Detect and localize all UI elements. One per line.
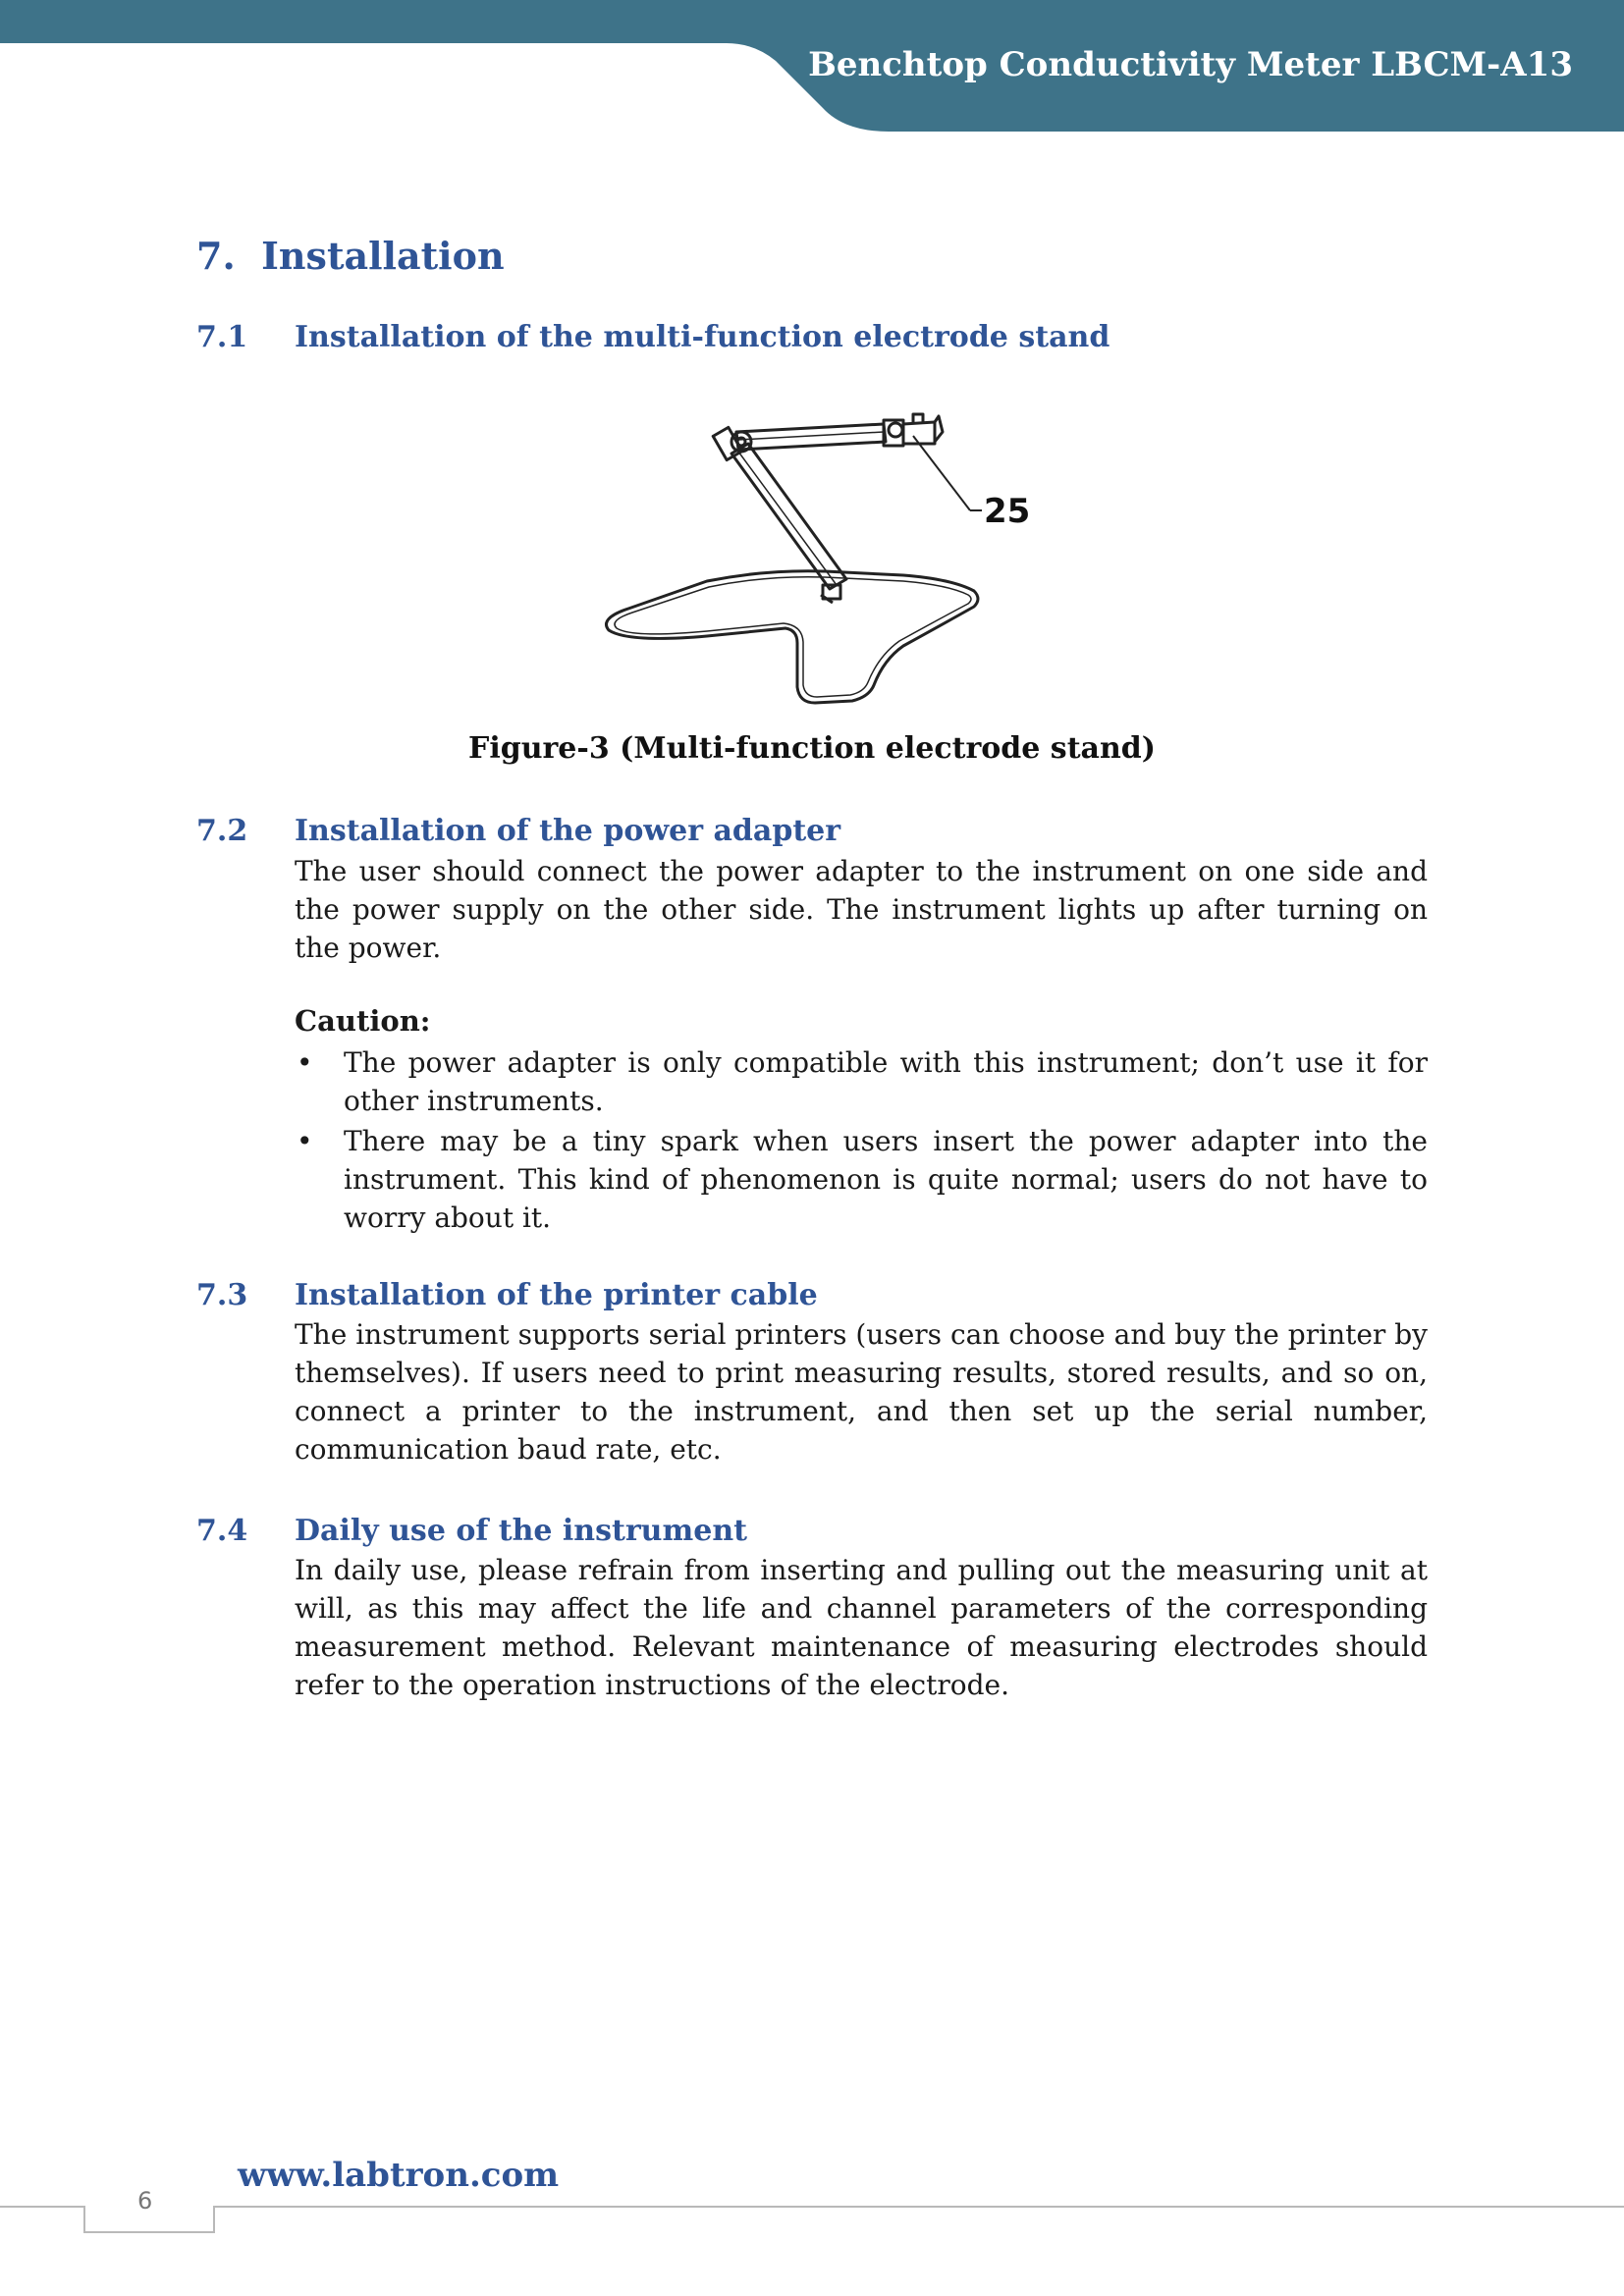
subsection-title: Installation of the multi-function electrode stand [295, 320, 1110, 354]
section-title: Installation [261, 234, 505, 278]
figure-caption: Figure-3 (Multi-function electrode stand) [468, 731, 1156, 766]
section-heading [196, 234, 505, 278]
subsection-title: Installation of the power adapter [295, 814, 841, 848]
printer-cable-paragraph: The instrument supports serial printers (users can choose and buy the printer by themselves). If users need to print measuring results, stored results, and so on, connect a printer to the instrument, and then set up the serial number, communication baud rate, etc. [295, 1318, 1428, 1466]
list-item: • The power adapter is only compatible with this instrument; don’t use it for other instruments. [295, 1043, 1428, 1120]
subsection-number: 7.1 [196, 320, 248, 354]
bullet-icon: • [297, 1125, 313, 1157]
electrode-stand-figure [589, 402, 1060, 717]
bullet-icon: • [297, 1046, 313, 1079]
document-title: Benchtop Conductivity Meter LBCM-A13 [808, 45, 1573, 84]
subsection-number: 7.3 [196, 1278, 248, 1312]
daily-use-paragraph: In daily use, please refrain from inserting and pulling out the measuring unit at will, as this may affect the life and channel parameters of the corresponding measurement method. Relevant maintenance of measuring electrodes should refer to the operation instructions of the electrode. [295, 1554, 1428, 1701]
subsection-heading-7-3 [196, 1278, 818, 1312]
subsection-number: 7.4 [196, 1514, 248, 1548]
stand-arm-horizontal [736, 424, 886, 450]
page-number: 6 [137, 2187, 153, 2215]
callout-leader [913, 436, 970, 510]
footer-rule [0, 2197, 1624, 2236]
section-number: 7. [196, 234, 236, 278]
subsection-heading-7-1 [196, 320, 1110, 354]
subsection-heading-7-2 [196, 814, 840, 848]
power-adapter-paragraph: The user should connect the power adapter to the instrument on one side and the power supply on the other side. The instrument lights up after turning on the power. [295, 855, 1428, 964]
list-item: • There may be a tiny spark when users insert the power adapter into the instrument. This kind of phenomenon is quite normal; users do not have to worry about it. [295, 1122, 1428, 1237]
caution-label: Caution: [295, 1004, 431, 1038]
subsection-heading-7-4 [196, 1514, 747, 1548]
subsection-title: Daily use of the instrument [295, 1514, 747, 1548]
caution-list [295, 1043, 1428, 1239]
stand-base [607, 571, 979, 703]
subsection-number: 7.2 [196, 814, 248, 848]
subsection-title: Installation of the printer cable [295, 1278, 818, 1312]
callout-number: 25 [984, 492, 1031, 531]
footer-website-link[interactable]: www.labtron.com [238, 2156, 560, 2195]
